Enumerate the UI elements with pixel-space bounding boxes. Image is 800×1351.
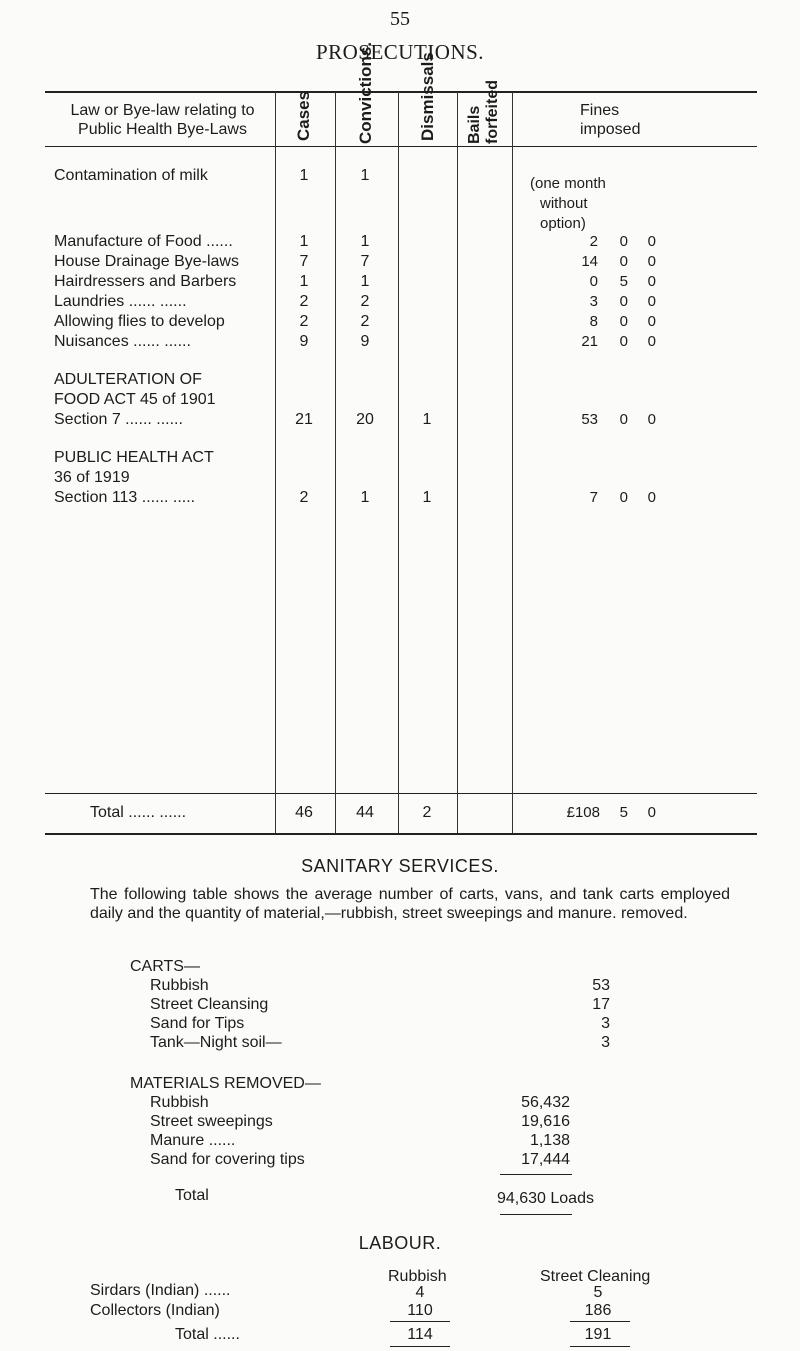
fine-note: without [540, 195, 588, 212]
fine-pence: 0 [647, 411, 656, 428]
total-fine-pounds: £108 [566, 804, 600, 821]
page-number: 55 [390, 8, 410, 30]
column-rule [335, 92, 336, 833]
row-convictions: 1 [360, 489, 370, 506]
row-convictions: 7 [360, 253, 370, 270]
labour-street: 5 [593, 1284, 603, 1301]
row-convictions: 2 [360, 313, 370, 330]
cart-label: Rubbish [150, 977, 209, 994]
row-convictions: 1 [360, 233, 370, 250]
row-cases: 1 [299, 273, 309, 290]
material-label: Sand for covering tips [150, 1151, 305, 1168]
labour-rubbish: 110 [407, 1302, 433, 1319]
cart-value: 17 [592, 996, 610, 1013]
header-cases: Cases [294, 90, 313, 141]
header-dismissals: Dismissals [418, 52, 437, 141]
row-law: Laundries ...... ...... [54, 293, 187, 310]
materials-total-value: 94,630 Loads [497, 1190, 594, 1207]
row-law: Hairdressers and Barbers [54, 273, 237, 290]
row-law: House Drainage Bye-laws [54, 253, 239, 270]
row-law: Contamination of milk [54, 167, 208, 184]
material-value: 17,444 [521, 1151, 570, 1168]
table-bottom-rule [45, 833, 757, 835]
total-fine-shillings: 5 [619, 804, 628, 821]
row-law: Section 7 ...... ...... [54, 411, 183, 428]
fine-pounds: 14 [581, 253, 598, 270]
material-value: 1,138 [529, 1132, 570, 1149]
fine-pence: 0 [647, 489, 656, 506]
total-rule [570, 1346, 630, 1347]
material-label: Manure ...... [150, 1132, 236, 1149]
column-rule [398, 92, 399, 833]
header-law: Law or Bye-law relating to Public Health Bye-Laws [70, 102, 255, 138]
row-cases: 2 [299, 293, 309, 310]
labour-rubbish: 4 [415, 1284, 425, 1301]
labour-col-street: Street Cleaning [540, 1268, 651, 1285]
fine-note: option) [540, 215, 586, 232]
total-rule [570, 1321, 630, 1322]
header-bails-forfeited: Bails forfeited [466, 80, 501, 144]
total-fine-pence: 0 [647, 804, 656, 821]
row-cases: 1 [299, 167, 309, 184]
fine-shillings: 0 [619, 233, 628, 250]
carts-heading: CARTS— [130, 958, 200, 975]
row-cases: 9 [299, 333, 309, 350]
material-label: Street sweepings [150, 1113, 273, 1130]
table-header-rule [45, 146, 757, 147]
material-label: Rubbish [150, 1094, 209, 1111]
fine-note: (one month [530, 175, 606, 192]
fine-pence: 0 [647, 293, 656, 310]
section-heading: PUBLIC HEALTH ACT [54, 449, 214, 466]
row-cases: 1 [299, 233, 309, 250]
sanitary-paragraph: The following table shows the average number of carts, vans, and tank carts employed daily and the quantity of material,—rubbish, street sweepings and manure. removed. [90, 886, 730, 922]
fine-pounds: 3 [589, 293, 598, 310]
row-dismissals: 1 [422, 411, 432, 428]
row-convictions: 2 [360, 293, 370, 310]
fine-pence: 0 [647, 333, 656, 350]
cart-value: 53 [592, 977, 610, 994]
total-convictions: 44 [356, 804, 374, 821]
table-total-top-rule [45, 793, 757, 794]
row-law: Section 113 ...... ..... [54, 489, 196, 506]
total-rule [500, 1174, 572, 1175]
total-cases: 46 [295, 804, 313, 821]
fine-shillings: 5 [619, 273, 628, 290]
fine-pounds: 7 [589, 489, 598, 506]
row-cases: 21 [295, 411, 313, 428]
materials-heading: MATERIALS REMOVED— [130, 1075, 321, 1092]
row-law: Allowing flies to develop [54, 313, 225, 330]
fine-pounds: 21 [581, 333, 598, 350]
labour-street: 186 [584, 1302, 612, 1319]
row-law: Manufacture of Food ...... [54, 233, 233, 250]
total-dismissals: 2 [422, 804, 432, 821]
row-convictions: 1 [360, 167, 370, 184]
total-label: Total ...... ...... [90, 804, 187, 821]
labour-total-rubbish: 114 [407, 1326, 433, 1343]
row-cases: 2 [299, 313, 309, 330]
fine-pounds: 53 [581, 411, 598, 428]
fine-shillings: 0 [619, 489, 628, 506]
column-rule [457, 92, 458, 833]
labour-col-rubbish: Rubbish [388, 1268, 447, 1285]
fine-shillings: 0 [619, 293, 628, 310]
header-fines: Fines imposed [580, 102, 641, 138]
row-convictions: 1 [360, 273, 370, 290]
column-rule [275, 92, 276, 833]
row-cases: 2 [299, 489, 309, 506]
labour-title: LABOUR. [358, 1233, 442, 1253]
fine-shillings: 0 [619, 313, 628, 330]
fine-pence: 0 [647, 233, 656, 250]
total-rule [500, 1214, 572, 1215]
cart-label: Tank—Night soil— [150, 1034, 282, 1051]
cart-value: 3 [601, 1015, 610, 1032]
row-convictions: 20 [356, 411, 374, 428]
table-top-rule [45, 91, 757, 93]
fine-shillings: 0 [619, 411, 628, 428]
column-rule [512, 92, 513, 833]
section-heading: 36 of 1919 [54, 469, 130, 486]
fine-pence: 0 [647, 273, 656, 290]
row-law: Nuisances ...... ...... [54, 333, 191, 350]
labour-total-street: 191 [584, 1326, 612, 1343]
row-convictions: 9 [360, 333, 370, 350]
row-dismissals: 1 [422, 489, 432, 506]
fine-pounds: 2 [589, 233, 598, 250]
header-convictions: Convictions. [356, 41, 375, 144]
cart-label: Sand for Tips [150, 1015, 245, 1032]
material-value: 19,616 [521, 1113, 570, 1130]
labour-total-label: Total ...... [175, 1326, 240, 1343]
cart-value: 3 [601, 1034, 610, 1051]
section-heading: ADULTERATION OF [54, 371, 202, 388]
fine-pence: 0 [647, 313, 656, 330]
row-cases: 7 [299, 253, 309, 270]
sanitary-title: SANITARY SERVICES. [301, 856, 499, 876]
fine-pence: 0 [647, 253, 656, 270]
cart-label: Street Cleansing [150, 996, 269, 1013]
labour-row-label: Collectors (Indian) [90, 1302, 220, 1319]
fine-pounds: 8 [589, 313, 598, 330]
materials-total-label: Total [175, 1187, 209, 1204]
labour-row-label: Sirdars (Indian) ...... [90, 1282, 231, 1299]
total-rule [390, 1321, 450, 1322]
section-heading: FOOD ACT 45 of 1901 [54, 391, 216, 408]
prosecutions-title: PROSECUTIONS. [315, 40, 485, 64]
total-rule [390, 1346, 450, 1347]
material-value: 56,432 [521, 1094, 570, 1111]
fine-shillings: 0 [619, 253, 628, 270]
fine-pounds: 0 [589, 273, 598, 290]
fine-shillings: 0 [619, 333, 628, 350]
